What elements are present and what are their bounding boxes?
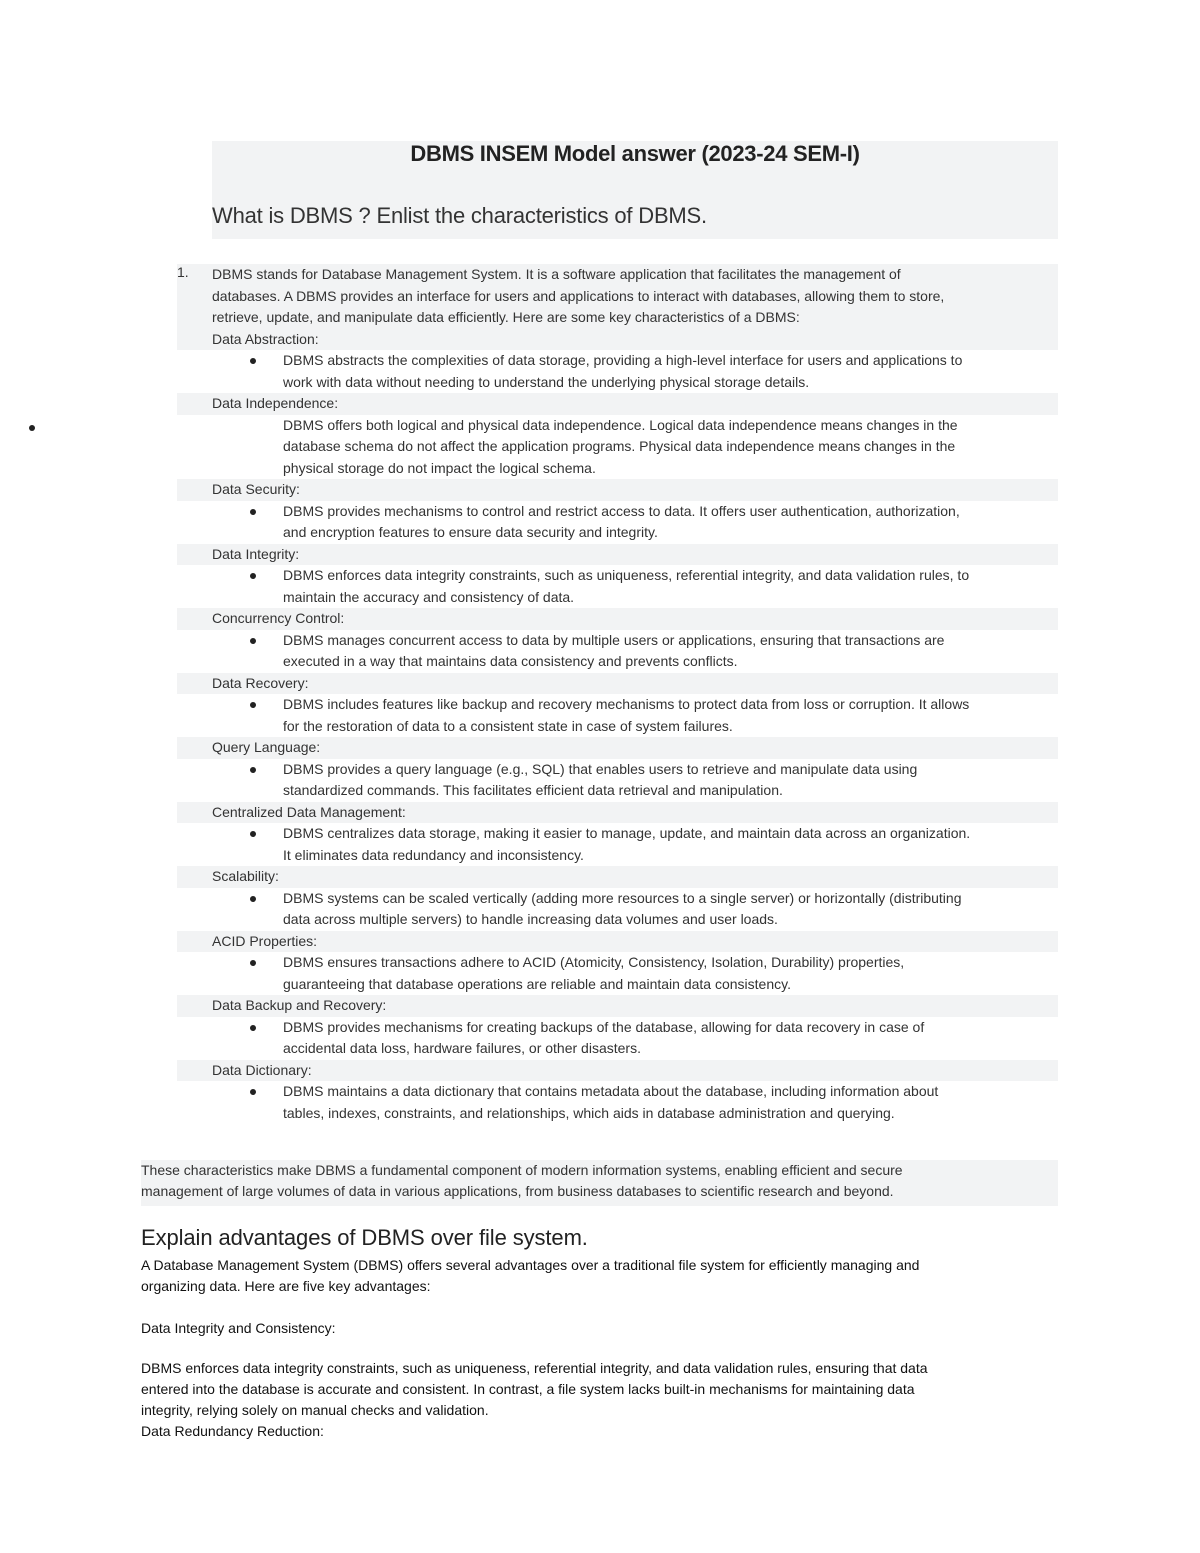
- characteristic-heading-band: [177, 673, 1058, 695]
- characteristic-heading: Data Security:: [212, 481, 300, 497]
- bullet-icon: [250, 1025, 256, 1031]
- characteristic-heading: Data Abstraction:: [212, 330, 319, 347]
- characteristic-heading: Data Backup and Recovery:: [212, 997, 387, 1013]
- question-2-heading: Explain advantages of DBMS over file system.: [141, 1225, 588, 1250]
- characteristic-description-line: data across multiple servers) to handle increasing data volumes and user loads.: [283, 911, 778, 927]
- characteristic-description-line: maintain the accuracy and consistency of data.: [283, 588, 575, 605]
- characteristic-heading: Query Language:: [212, 739, 321, 755]
- question-1-heading: What is DBMS ? Enlist the characteristics of DBMS.: [212, 203, 707, 228]
- bullet-icon: [250, 702, 256, 708]
- characteristic-description-line: standardized commands. This facilitates efficient data retrieval and manipulation.: [283, 782, 783, 798]
- intro-line: DBMS stands for Database Management System. It is a software application that facilitates the management of: [212, 266, 901, 282]
- characteristic-heading: Data Recovery:: [212, 674, 309, 691]
- bullet-icon: [250, 896, 256, 902]
- characteristic-heading: ACID Properties:: [212, 932, 318, 949]
- bullet-icon: [250, 573, 256, 579]
- characteristic-description-line: accidental data loss, hardware failures, or other disasters.: [283, 1040, 641, 1056]
- list-number: 1.: [177, 264, 189, 280]
- q2-point-1-line: entered into the database is accurate and consistent. In contrast, a file system lacks built-in mechanisms for maintaining data: [141, 1381, 915, 1397]
- characteristic-description-line: DBMS abstracts the complexities of data storage, providing a high-level interface for users and applications to: [283, 352, 963, 368]
- characteristic-description-line: DBMS provides mechanisms to control and restrict access to data. It offers user authentication, authorization,: [283, 502, 960, 519]
- bullet-icon: [250, 509, 256, 515]
- bullet-icon: [250, 638, 256, 644]
- q2-point-1-heading: Data Integrity and Consistency:: [141, 1320, 336, 1336]
- bullet-icon: [250, 831, 256, 837]
- characteristic-description-line: tables, indexes, constraints, and relationships, which aids in database administration and querying.: [283, 1104, 895, 1121]
- q2-point-1-line: DBMS enforces data integrity constraints, such as uniqueness, referential integrity, and data validation rules, ensuring that data: [141, 1360, 928, 1376]
- characteristic-description-line: physical storage do not impact the logical schema.: [283, 459, 596, 476]
- characteristic-description-line: executed in a way that maintains data consistency and prevents conflicts.: [283, 653, 738, 669]
- bullet-icon: [250, 767, 256, 773]
- characteristic-heading: Centralized Data Management:: [212, 803, 406, 820]
- characteristic-heading: Data Integrity:: [212, 545, 300, 562]
- characteristic-heading: Concurrency Control:: [212, 610, 345, 626]
- characteristic-description-line: for the restoration of data to a consistent state in case of system failures.: [283, 717, 733, 734]
- summary-line: These characteristics make DBMS a fundamental component of modern information systems, enabling efficient and secure: [141, 1162, 903, 1178]
- characteristic-description-line: DBMS ensures transactions adhere to ACID (Atomicity, Consistency, Isolation, Durability) properties,: [283, 954, 905, 970]
- bullet-icon: [250, 1089, 256, 1095]
- document-title: DBMS INSEM Model answer (2023-24 SEM-I): [410, 141, 860, 166]
- bullet-icon: [250, 358, 256, 364]
- q2-point-2-heading: Data Redundancy Reduction:: [141, 1423, 324, 1439]
- characteristic-description-line: DBMS provides a query language (e.g., SQL) that enables users to retrieve and manipulate data using: [283, 760, 918, 777]
- characteristic-description-line: DBMS systems can be scaled vertically (adding more resources to a single server) or horizontally (distributing: [283, 889, 962, 906]
- characteristic-description-line: DBMS manages concurrent access to data by multiple users or applications, ensuring that transactions are: [283, 631, 945, 648]
- characteristic-description-line: DBMS maintains a data dictionary that contains metadata about the database, including information about: [283, 1083, 939, 1099]
- summary-line: management of large volumes of data in various applications, from business databases to scientific research and beyond.: [141, 1183, 894, 1199]
- characteristic-description-line: guaranteeing that database operations are reliable and maintain data consistency.: [283, 975, 791, 992]
- bullet-icon: [250, 960, 256, 966]
- q2-intro-line: organizing data. Here are five key advantages:: [141, 1278, 431, 1294]
- characteristic-description-line: and encryption features to ensure data security and integrity.: [283, 524, 658, 540]
- characteristic-heading: Data Dictionary:: [212, 1061, 312, 1078]
- intro-line: retrieve, update, and manipulate data efficiently. Here are some key characteristics of a DBMS:: [212, 309, 800, 325]
- characteristic-description-line: DBMS includes features like backup and recovery mechanisms to protect data from loss or corruption. It allows: [283, 696, 970, 712]
- characteristic-heading-band: [177, 866, 1058, 888]
- intro-line: databases. A DBMS provides an interface for users and applications to interact with databases, allowing them to store,: [212, 287, 945, 304]
- characteristic-description-line: work with data without needing to understand the underlying physical storage details.: [283, 373, 810, 390]
- characteristic-heading-band: [177, 479, 1058, 501]
- characteristic-description-line: DBMS centralizes data storage, making it easier to manage, update, and maintain data across an organization.: [283, 825, 971, 841]
- characteristic-heading-band: [177, 544, 1058, 566]
- characteristic-description-line: database schema do not affect the application programs. Physical data independence means changes in the: [283, 438, 956, 454]
- q2-intro-line: A Database Management System (DBMS) offers several advantages over a traditional file system for efficiently managing and: [141, 1257, 920, 1273]
- characteristic-description-line: DBMS enforces data integrity constraints, such as uniqueness, referential integrity, and data validation rules, to: [283, 567, 970, 583]
- characteristic-description-line: DBMS offers both logical and physical data independence. Logical data independence means changes in the: [283, 416, 958, 433]
- characteristic-description-line: It eliminates data redundancy and inconsistency.: [283, 846, 584, 863]
- characteristic-description-line: DBMS provides mechanisms for creating backups of the database, allowing for data recovery in case of: [283, 1018, 925, 1035]
- characteristic-heading: Data Independence:: [212, 395, 339, 411]
- characteristic-heading: Scalability:: [212, 868, 279, 884]
- stray-bullet: [29, 425, 35, 431]
- q2-point-1-line: integrity, relying solely on manual checks and validation.: [141, 1402, 489, 1418]
